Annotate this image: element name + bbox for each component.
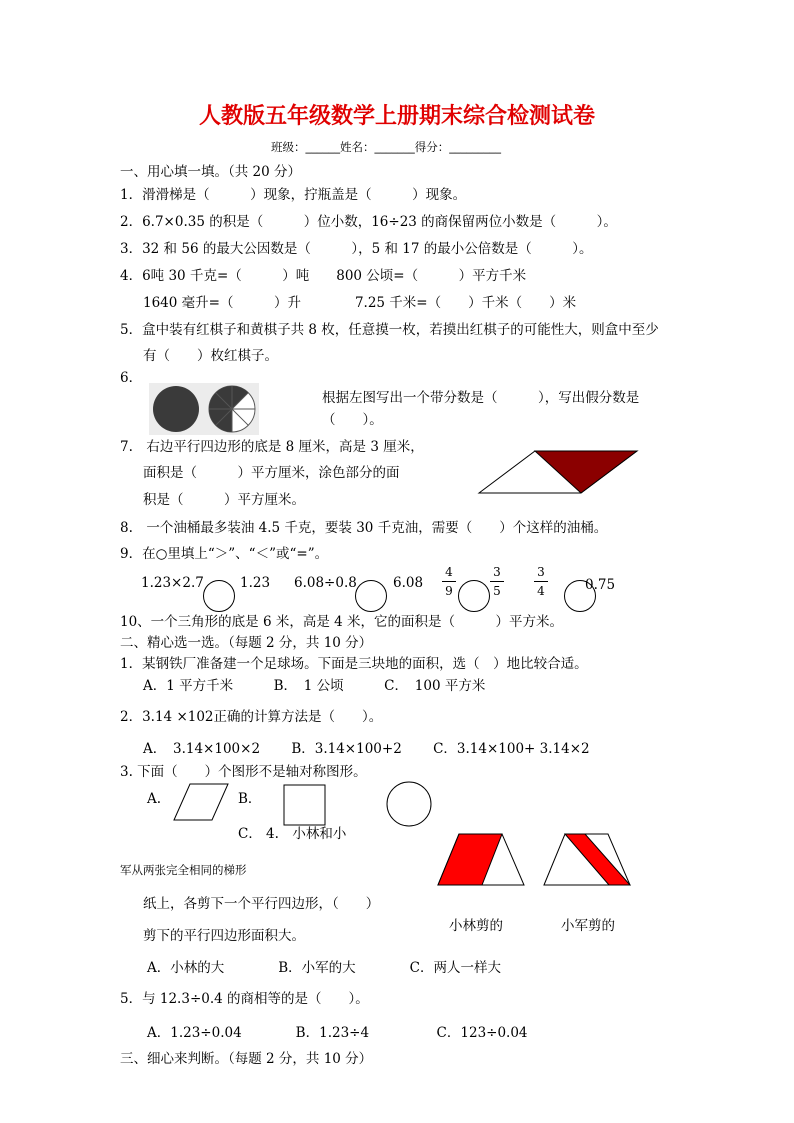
q4-label-xiaolin: 小林剪的	[449, 918, 503, 934]
q3-circle-shape	[386, 781, 432, 827]
exam-title: 人教版五年级数学上册期末综合检测试卷	[198, 104, 595, 129]
s2-q5: 5．与 12.3÷0.4 的商相等的是（ ）。	[120, 991, 369, 1007]
q9-a-right: 1.23	[240, 575, 271, 591]
section1-heading: 一、用心填一填。（共 20 分）	[120, 164, 302, 180]
s2-q4-start: 4. 小林和小	[266, 826, 347, 842]
s1-q7-line2: 面积是（ ）平方厘米，涂色部分的面	[143, 465, 400, 481]
s2-q4-options: A．小林的大 B．小军的大 C．两人一样大	[147, 960, 501, 976]
q9-fraction-3-4: 3 4	[534, 566, 548, 597]
q9-a-left: 1.23×2.7	[141, 575, 204, 591]
q4-trapezoid-xiaojun	[543, 833, 631, 886]
s1-q10: 10、一个三角形的底是 6 米，高是 4 米，它的面积是（ ）平方米。	[120, 614, 564, 630]
s2-q4-continuation: 军从两张完全相同的梯形	[120, 863, 247, 877]
s1-q7-line3: 积是（ ）平方厘米。	[143, 492, 305, 508]
q4-label-xiaojun: 小军剪的	[561, 918, 615, 934]
q3-square-shape	[283, 784, 327, 826]
s2-q3-option-c: C．	[238, 826, 262, 842]
q9-fraction-3-5: 3 5	[490, 566, 504, 597]
s2-q2: 2．3.14 ×102正确的计算方法是（ ）。	[120, 709, 383, 725]
partial-circle	[209, 386, 255, 432]
s1-q5-line1: 5．盒中装有红棋子和黄棋子共 8 枚，任意摸一枚，若摸出红棋子的可能性大，则盒中至少	[120, 322, 659, 338]
s2-q2-options: A． 3.14×100×2 B．3.14×100+2 C．3.14×100+ 3.14×2	[143, 741, 590, 757]
s1-q8: 8. 一个油桶最多装油 4.5 千克，要装 30 千克油，需要（ ）个这样的油桶。	[120, 520, 608, 536]
s1-q3: 3．32 和 56 的最大公因数是（ ），5 和 17 的最小公倍数是（ ）。	[120, 241, 593, 257]
q9-b-right: 6.08	[393, 575, 424, 591]
s2-q3-option-b: B．	[238, 791, 262, 807]
s1-q4-line1: 4．6吨 30 千克=（ ）吨 800 公顷=（ ）平方千米	[120, 268, 527, 284]
student-info-line: 班级：______姓名：_______得分：_________	[271, 140, 501, 154]
q4-trapezoid-xiaolin	[437, 833, 525, 886]
s1-q6-text1: 根据左图写出一个带分数是（ ），写出假分数是	[322, 390, 640, 406]
s1-q1: 1．滑滑梯是（ ）现象，拧瓶盖是（ ）现象。	[120, 187, 467, 203]
s2-q3-option-a: A.	[147, 791, 162, 807]
s1-q9: 9．在○里填上“＞”、“＜”或“=”。	[120, 546, 329, 562]
section3-heading: 三、细心来判断。（每题 2 分，共 10 分）	[120, 1051, 373, 1067]
s2-q4-line2: 纸上，各剪下一个平行四边形，（ ）	[143, 896, 380, 912]
s2-q3: 3. 下面（ ）个图形不是轴对称图形。	[120, 764, 367, 780]
q9-b-left: 6.08÷0.8	[294, 575, 357, 591]
full-circle	[153, 386, 199, 432]
section2-heading: 二、精心选一选。（每题 2 分，共 10 分）	[120, 635, 373, 651]
s1-q7-line1: 7. 右边平行四边形的底是 8 厘米，高是 3 厘米，	[120, 439, 424, 455]
q7-parallelogram-figure	[478, 449, 638, 494]
s2-q1: 1．某钢铁厂准备建一个足球场。下面是三块地的面积，选（ ）地比较合适。	[120, 656, 588, 672]
s1-q4-line2: 1640 毫升=（ ）升 7.25 千米=（ ）千米（ ）米	[143, 295, 577, 311]
s1-q6-text2: （ ）。	[322, 412, 383, 428]
q9-compare-circle-2[interactable]	[355, 580, 387, 612]
q9-compare-circle-1[interactable]	[203, 580, 235, 612]
s1-q5-line2: 有（ ）枚红棋子。	[143, 348, 278, 364]
q6-circles-figure	[149, 383, 259, 435]
q9-compare-circle-3[interactable]	[458, 580, 490, 612]
s1-q6-number: 6．	[120, 370, 143, 386]
s2-q4-line3: 剪下的平行四边形面积大。	[143, 928, 305, 944]
q3-parallelogram-shape	[173, 783, 229, 821]
q9-fraction-4-9: 4 9	[442, 566, 456, 597]
s2-q1-options: A．1 平方千米 B． 1 公顷 C． 100 平方米	[143, 678, 486, 694]
s2-q5-options: A．1.23÷0.04 B．1.23÷4 C．123÷0.04	[147, 1025, 528, 1041]
q9-d-right: 0.75	[585, 577, 616, 593]
s1-q2: 2．6.7×0.35 的积是（ ）位小数，16÷23 的商保留两位小数是（ ）。	[120, 214, 617, 230]
